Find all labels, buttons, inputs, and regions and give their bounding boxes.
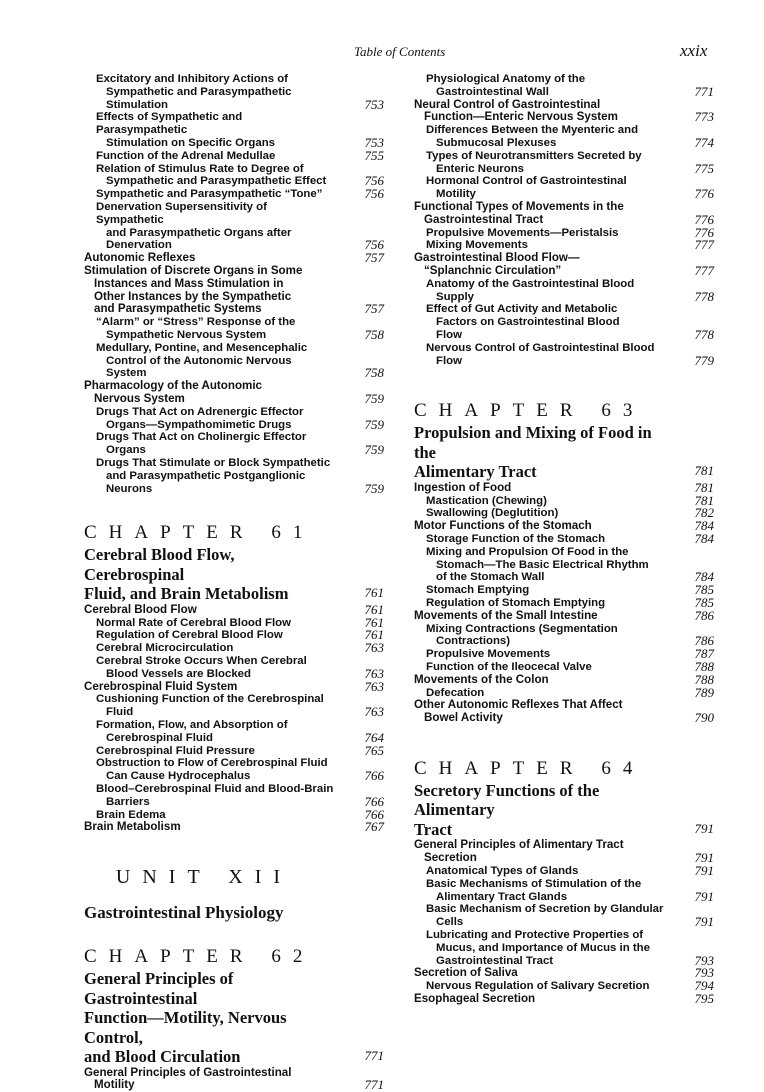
- toc-entry-text: Movements of the Colon: [414, 672, 549, 686]
- toc-entry-text: Anatomical Types of Glands: [426, 865, 579, 878]
- toc-heading-entry[interactable]: [84, 265, 386, 316]
- toc-entry-text: Cerebral Stroke Occurs When Cerebral: [96, 654, 307, 667]
- toc-subentry[interactable]: [414, 929, 716, 967]
- toc-page-number: 790: [694, 710, 714, 726]
- toc-entry-text: Lubricating and Protective Properties of: [426, 929, 644, 942]
- chapter-title-line: Propulsion and Mixing of Food in the: [414, 423, 652, 462]
- toc-page-number: 777: [694, 262, 714, 278]
- toc-subentry[interactable]: [414, 124, 716, 150]
- toc-entry-text: Drugs That Stimulate or Block Sympathetic: [96, 456, 331, 469]
- toc-entry-text: Movements of the Small Intestine: [414, 608, 598, 622]
- toc-subentry[interactable]: [84, 719, 386, 745]
- toc-page-number: 781: [694, 479, 714, 495]
- toc-subentry[interactable]: [84, 693, 386, 719]
- chapter-title: [414, 781, 716, 840]
- toc-heading-entry[interactable]: [84, 1067, 386, 1092]
- toc-page-number: 788: [694, 671, 714, 687]
- toc-entry-text: Blood–Cerebrospinal Fluid and Blood-Brain: [96, 782, 334, 795]
- toc-entry-text: Nervous System: [94, 391, 185, 405]
- chapter-title: [414, 423, 716, 482]
- toc-subentry[interactable]: [84, 457, 386, 495]
- toc-heading-entry[interactable]: [414, 479, 716, 495]
- toc-page-number: 787: [694, 646, 714, 662]
- toc-entry-text: Cerebral Blood Flow: [84, 602, 197, 616]
- chapter-title: [84, 545, 386, 604]
- toc-entry-text: Sympathetic Nervous System: [106, 328, 267, 341]
- toc-entry-text: Other Autonomic Reflexes That Affect: [414, 698, 623, 712]
- toc-entry-text: Mucus, and Importance of Mucus in the: [436, 941, 650, 954]
- toc-entry-text: Gastrointestinal Tract: [424, 212, 544, 226]
- toc-entry-text: Types of Neurotransmitters Secreted by: [426, 149, 642, 162]
- toc-page-number: 786: [694, 633, 714, 649]
- toc-subentry[interactable]: [414, 865, 716, 878]
- toc-entry-text: Regulation of Stomach Emptying: [426, 597, 606, 609]
- toc-heading-entry[interactable]: [414, 993, 716, 1006]
- toc-entry-text: Brain Metabolism: [84, 820, 181, 834]
- toc-page-number: 761: [364, 601, 384, 617]
- toc-page-number: 766: [364, 806, 384, 822]
- toc-entry-text: Propulsive Movements: [426, 648, 551, 661]
- toc-entry-text: Mixing Movements: [426, 239, 528, 252]
- toc-subentry[interactable]: [84, 201, 386, 252]
- toc-subentry[interactable]: [84, 742, 386, 758]
- toc-heading-entry[interactable]: [414, 607, 716, 623]
- toc-entry-text: Esophageal Secretion: [414, 992, 536, 1006]
- toc-page-number: 759: [364, 442, 384, 458]
- toc-entry-text: Gastrointestinal Tract: [436, 954, 554, 967]
- toc-subentry[interactable]: [84, 629, 386, 642]
- chapter-label: CHAPTER 64: [414, 757, 645, 779]
- toc-page-number: 755: [364, 147, 384, 163]
- toc-entry-text: Bowel Activity: [424, 711, 503, 725]
- toc-entry-text: Sympathetic and Parasympathetic “Tone”: [96, 188, 323, 201]
- toc-entry-text: General Principles of Alimentary Tract: [414, 838, 624, 852]
- toc-heading-entry[interactable]: [414, 967, 716, 980]
- toc-heading-entry[interactable]: [414, 99, 716, 125]
- toc-subentry[interactable]: [414, 597, 716, 610]
- toc-page-number: 784: [694, 518, 714, 534]
- toc-entry-text: Flow: [436, 354, 462, 367]
- toc-subentry[interactable]: [414, 903, 716, 929]
- toc-heading-entry[interactable]: [414, 201, 716, 227]
- toc-page-number: 763: [364, 704, 384, 720]
- toc-page-number: 794: [694, 978, 714, 994]
- toc-entry-text: Swallowing (Deglutition): [426, 507, 559, 520]
- toc-subentry[interactable]: [84, 614, 386, 630]
- toc-page-number: 784: [694, 569, 714, 585]
- toc-heading-entry[interactable]: [414, 520, 716, 533]
- toc-page-number: 756: [364, 173, 384, 189]
- toc-entry-text: Mixing Contractions (Segmentation: [426, 622, 618, 635]
- toc-entry-text: Differences Between the Myenteric and: [426, 124, 639, 137]
- toc-page-number: 776: [694, 224, 714, 240]
- toc-page-number: 775: [694, 160, 714, 176]
- toc-page-number: 761: [364, 614, 384, 630]
- toc-entry-text: Propulsive Movements—Peristalsis: [426, 226, 619, 239]
- toc-heading-entry[interactable]: [84, 380, 386, 406]
- toc-subentry[interactable]: [414, 533, 716, 546]
- toc-entry-text: Denervation Supersensitivity of Sympathetic: [96, 200, 267, 226]
- chapter-title-line: and Blood Circulation: [84, 1047, 241, 1067]
- toc-page-number: 773: [694, 109, 714, 125]
- toc-entry-text: Regulation of Cerebral Blood Flow: [96, 629, 283, 642]
- toc-entry-text: Contractions): [436, 635, 511, 648]
- toc-page-number: 774: [694, 134, 714, 150]
- toc-subentry[interactable]: [414, 546, 716, 584]
- chapter-label: CHAPTER 63: [414, 400, 645, 422]
- toc-subentry[interactable]: [414, 584, 716, 597]
- toc-section: [414, 479, 716, 726]
- chapter-title-line: Secretory Functions of the Alimentary: [414, 780, 600, 820]
- toc-page-number: 791: [694, 863, 714, 879]
- toc-entry-text: Stomach—The Basic Electrical Rhythm: [436, 558, 649, 571]
- toc-page-number: 758: [364, 365, 384, 381]
- toc-subentry[interactable]: [414, 278, 716, 304]
- toc-page-number: 771: [694, 83, 714, 99]
- toc-page-number: 781: [694, 492, 714, 508]
- toc-heading-entry[interactable]: [84, 821, 386, 834]
- chapter-title: [84, 969, 386, 1067]
- toc-entry-text: Instances and Mass Stimulation in: [94, 276, 284, 290]
- toc-page-number: 791: [694, 888, 714, 904]
- toc-entry-text: Enteric Neurons: [436, 162, 524, 175]
- toc-page-number: 785: [694, 582, 714, 598]
- toc-entry-text: Motor Functions of the Stomach: [414, 519, 592, 533]
- toc-subentry[interactable]: [84, 655, 386, 681]
- toc-page-number: 784: [694, 531, 714, 547]
- toc-entry-text: Gastrointestinal Blood Flow—: [414, 251, 580, 265]
- toc-page-number: 757: [364, 301, 384, 317]
- toc-entry-text: and Parasympathetic Postganglionic: [106, 469, 306, 482]
- toc-entry-text: Organs: [106, 444, 146, 457]
- chapter-label: CHAPTER 61: [84, 522, 315, 544]
- toc-entry-text: Stimulation on Specific Organs: [106, 136, 275, 149]
- toc-page-number: 763: [364, 640, 384, 656]
- toc-entry-text: Stomach Emptying: [426, 584, 530, 597]
- toc-entry-text: Function of the Ileocecal Valve: [426, 660, 592, 673]
- toc-entry-text: Neurons: [106, 482, 153, 495]
- toc-subentry[interactable]: [84, 73, 386, 111]
- toc-entry-text: Other Instances by the Sympathetic: [94, 289, 292, 303]
- toc-section: [84, 1067, 386, 1092]
- toc-entry-text: Cushioning Function of the Cerebrospinal: [96, 693, 324, 706]
- toc-entry-text: Function of the Adrenal Medullae: [96, 149, 276, 162]
- toc-page-number: 791: [694, 850, 714, 866]
- toc-entry-text: Effects of Sympathetic and Parasympathetic: [96, 111, 243, 137]
- toc-page-number: 759: [364, 416, 384, 432]
- toc-subentry[interactable]: [84, 147, 386, 163]
- toc-entry-text: Gastrointestinal Wall: [436, 85, 549, 98]
- toc-entry-text: and Parasympathetic Systems: [94, 302, 262, 316]
- toc-subentry[interactable]: [414, 658, 716, 674]
- chapter-title-line: Fluid, and Brain Metabolism: [84, 584, 289, 604]
- chapter-label: CHAPTER 62: [84, 946, 315, 968]
- toc-entry-text: Factors on Gastrointestinal Blood: [436, 316, 620, 329]
- toc-page-number: 782: [694, 505, 714, 521]
- toc-page-number: 757: [364, 250, 384, 266]
- toc-heading-entry[interactable]: [414, 671, 716, 687]
- toc-page-number: 761: [364, 627, 384, 643]
- toc-entry-text: Nervous Regulation of Salivary Secretion: [426, 980, 650, 993]
- toc-entry-text: Cerebrospinal Fluid Pressure: [96, 744, 255, 757]
- toc-page-number: 756: [364, 186, 384, 202]
- chapter-title-line: General Principles of Gastrointestinal: [84, 969, 234, 1008]
- toc-entry-text: Can Cause Hydrocephalus: [106, 770, 251, 783]
- toc-entry-text: Physiological Anatomy of the: [426, 73, 586, 85]
- toc-entry-text: Motility: [94, 1078, 135, 1092]
- toc-entry-text: General Principles of Gastrointestinal: [84, 1065, 292, 1079]
- toc-entry-text: Fluid: [106, 706, 134, 719]
- toc-subentry[interactable]: [84, 783, 386, 809]
- toc-page-number: 789: [694, 684, 714, 700]
- toc-page-number: 771: [364, 1048, 384, 1064]
- toc-subentry[interactable]: [414, 73, 716, 99]
- toc-heading-entry[interactable]: [414, 699, 716, 725]
- toc-subentry[interactable]: [84, 316, 386, 342]
- toc-page-number: 777: [694, 237, 714, 253]
- toc-subentry[interactable]: [84, 757, 386, 783]
- toc-heading-entry[interactable]: [414, 252, 716, 278]
- toc-entry-text: and Parasympathetic Organs after: [106, 226, 292, 239]
- toc-entry-text: Cells: [436, 916, 464, 929]
- toc-entry-text: Normal Rate of Cerebral Blood Flow: [96, 616, 291, 629]
- toc-subentry[interactable]: [414, 648, 716, 661]
- toc-subentry[interactable]: [84, 406, 386, 432]
- toc-section: [414, 73, 716, 367]
- chapter-title-line: Tract: [414, 819, 453, 839]
- toc-entry-text: Denervation: [106, 239, 172, 252]
- toc-entry-text: Formation, Flow, and Absorption of: [96, 718, 288, 731]
- toc-entry-text: Basic Mechanisms of Stimulation of the: [426, 877, 642, 890]
- chapter-title-line: Function—Motility, Nervous Control,: [84, 1008, 287, 1047]
- chapter-title-line: Alimentary Tract: [414, 462, 537, 482]
- toc-entry-text: Effect of Gut Activity and Metabolic: [426, 303, 618, 316]
- toc-page-number: 776: [694, 211, 714, 227]
- toc-page-number: 764: [364, 729, 384, 745]
- toc-entry-text: of the Stomach Wall: [436, 571, 545, 584]
- toc-page-number: 753: [364, 96, 384, 112]
- toc-page-number: 791: [694, 820, 714, 836]
- toc-entry-text: Alimentary Tract Glands: [436, 890, 568, 903]
- toc-heading-entry[interactable]: [84, 601, 386, 617]
- toc-section: [84, 601, 386, 835]
- toc-entry-text: “Splanchnic Circulation”: [424, 263, 562, 277]
- toc-column-left: [84, 73, 386, 1092]
- toc-entry-text: Blood Vessels are Blocked: [106, 667, 251, 680]
- toc-entry-text: Barriers: [106, 795, 150, 808]
- toc-page-number: 759: [364, 480, 384, 496]
- toc-entry-text: Secretion of Saliva: [414, 966, 518, 980]
- toc-subentry[interactable]: [414, 175, 716, 201]
- toc-page-number: 776: [694, 186, 714, 202]
- unit-label: UNIT XII: [115, 866, 293, 889]
- toc-page-number: 793: [694, 952, 714, 968]
- toc-entry-text: Autonomic Reflexes: [84, 251, 196, 265]
- toc-entry-text: Hormonal Control of Gastrointestinal: [426, 175, 627, 188]
- toc-subentry[interactable]: [84, 163, 386, 189]
- chapter-title-line: Cerebral Blood Flow, Cerebrospinal: [84, 545, 235, 584]
- toc-entry-text: Cerebral Microcirculation: [96, 642, 234, 655]
- toc-entry-text: Neural Control of Gastrointestinal: [414, 97, 601, 111]
- toc-page-number: 767: [364, 819, 384, 835]
- toc-entry-text: Storage Function of the Stomach: [426, 533, 606, 546]
- toc-page-number: 778: [694, 326, 714, 342]
- unit-title: Gastrointestinal Physiology: [84, 903, 284, 923]
- toc-page-number: 779: [694, 352, 714, 368]
- running-header-title: Table of Contents: [354, 44, 446, 59]
- toc-entry-text: Nervous Control of Gastrointestinal Blood: [426, 341, 655, 354]
- toc-entry-text: Excitatory and Inhibitory Actions of: [96, 73, 288, 85]
- toc-page-number: 781: [694, 463, 714, 479]
- toc-entry-text: Functional Types of Movements in the: [414, 199, 624, 213]
- toc-subentry[interactable]: [414, 342, 716, 368]
- toc-page-number: 766: [364, 768, 384, 784]
- toc-entry-text: Motility: [436, 188, 476, 201]
- toc-subentry[interactable]: [84, 642, 386, 655]
- toc-page-number: 753: [364, 134, 384, 150]
- toc-entry-text: Relation of Stimulus Rate to Degree of: [96, 162, 304, 175]
- toc-entry-text: Cerebrospinal Fluid System: [84, 679, 238, 693]
- toc-entry-text: Cerebrospinal Fluid: [106, 731, 213, 744]
- toc-page-number: 785: [694, 595, 714, 610]
- toc-entry-text: Supply: [436, 290, 474, 303]
- toc-subentry[interactable]: [414, 623, 716, 649]
- toc-page-number: 761: [364, 585, 384, 601]
- toc-entry-text: Mastication (Chewing): [426, 494, 547, 507]
- toc-entry-text: Drugs That Act on Adrenergic Effector: [96, 405, 304, 418]
- toc-subentry[interactable]: [84, 342, 386, 380]
- page-number: xxix: [680, 41, 708, 60]
- toc-page-number: 763: [364, 665, 384, 681]
- toc-subentry[interactable]: [414, 303, 716, 341]
- toc-entry-text: Control of the Autonomic Nervous: [106, 354, 292, 367]
- toc-entry-text: Anatomy of the Gastrointestinal Blood: [426, 277, 635, 290]
- toc-entry-text: Ingestion of Food: [414, 480, 512, 494]
- toc-entry-text: Sympathetic and Parasympathetic: [106, 85, 292, 98]
- toc-entry-text: Mixing and Propulsion Of Food in the: [426, 545, 629, 558]
- toc-page-number: 786: [694, 607, 714, 623]
- toc-entry-text: System: [106, 367, 147, 380]
- toc-page-number: 778: [694, 288, 714, 304]
- toc-entry-text: Stimulation: [106, 98, 169, 111]
- toc-entry-text: Stimulation of Discrete Organs in Some: [84, 263, 303, 277]
- toc-entry-text: Obstruction to Flow of Cerebrospinal Fluid: [96, 757, 328, 770]
- toc-page-number: 791: [694, 914, 714, 930]
- toc-entry-text: Brain Edema: [96, 808, 166, 821]
- toc-page-number: 795: [694, 991, 714, 1007]
- toc-subentry[interactable]: [84, 111, 386, 149]
- toc-subentry[interactable]: [84, 431, 386, 457]
- toc-entry-text: Defecation: [426, 686, 485, 699]
- toc-page-number: 793: [694, 965, 714, 981]
- toc-entry-text: Organs—Sympathomimetic Drugs: [106, 418, 292, 431]
- toc-page-number: 756: [364, 237, 384, 253]
- toc-subentry[interactable]: [414, 878, 716, 904]
- toc-subentry[interactable]: [414, 150, 716, 176]
- toc-entry-text: Basic Mechanism of Secretion by Glandular: [426, 903, 664, 916]
- toc-page-number: 788: [694, 658, 714, 674]
- toc-entry-text: Drugs That Act on Cholinergic Effector: [96, 431, 307, 444]
- toc-entry-text: Secretion: [424, 851, 477, 865]
- toc-page-number: 759: [364, 390, 384, 406]
- toc-column-right: [414, 73, 716, 1006]
- toc-entry-text: Medullary, Pontine, and Mesencephalic: [96, 341, 308, 354]
- toc-section: [84, 73, 386, 495]
- toc-subentry[interactable]: [84, 188, 386, 201]
- toc-entry-text: Submucosal Plexuses: [436, 136, 557, 149]
- toc-subentry[interactable]: [414, 492, 716, 508]
- toc-section: [414, 839, 716, 1005]
- toc-page-number: 771: [364, 1077, 384, 1092]
- toc-entry-text: Flow: [436, 328, 462, 341]
- toc-page-number: 758: [364, 326, 384, 342]
- toc-subentry[interactable]: [414, 224, 716, 240]
- toc-entry-text: Sympathetic and Parasympathetic Effect: [106, 175, 327, 188]
- toc-heading-entry[interactable]: [84, 678, 386, 694]
- toc-entry-text: “Alarm” or “Stress” Response of the: [96, 316, 296, 329]
- toc-page-number: 763: [364, 678, 384, 694]
- toc-page-number: 765: [364, 742, 384, 758]
- toc-entry-text: Pharmacology of the Autonomic: [84, 379, 262, 393]
- toc-entry-text: Function—Enteric Nervous System: [424, 110, 618, 124]
- toc-page-number: 766: [364, 793, 384, 809]
- toc-heading-entry[interactable]: [414, 839, 716, 865]
